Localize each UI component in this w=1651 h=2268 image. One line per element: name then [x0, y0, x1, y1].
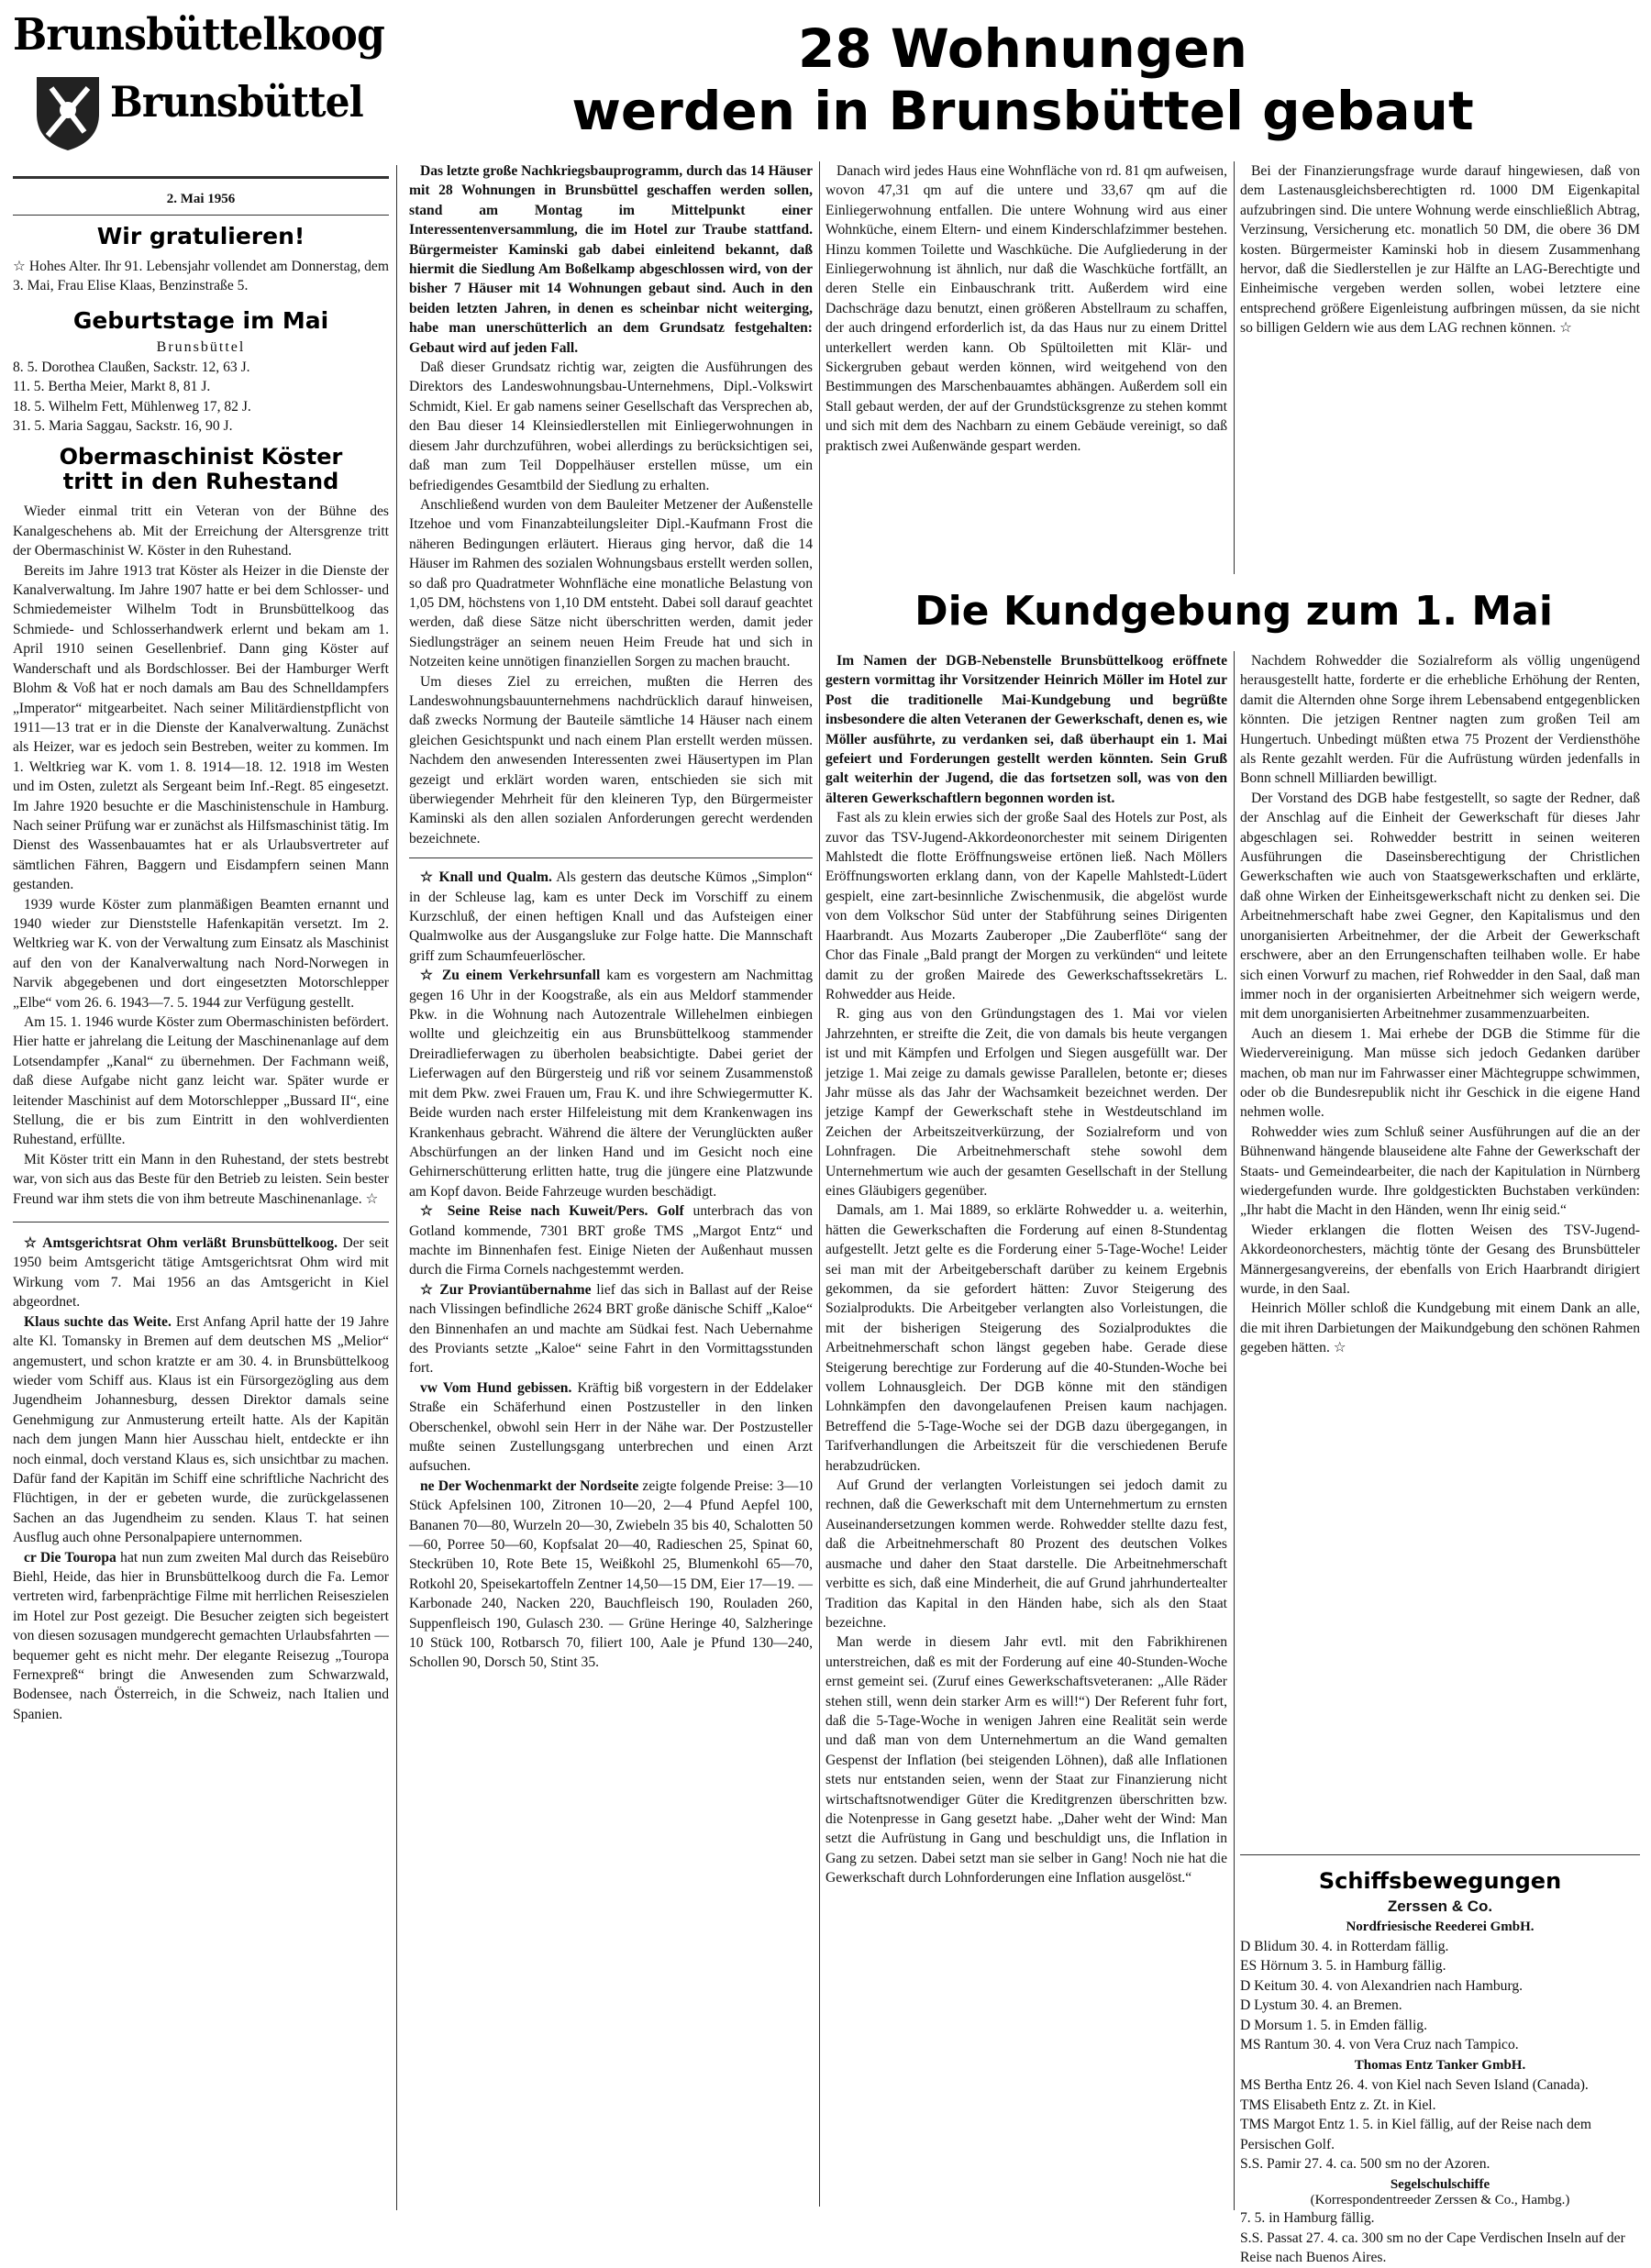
paragraph: Mit Köster tritt ein Mann in den Ruhestand, der stets bestrebt war, von sich aus das Beste für den Betrieb zu leisten. Sein bester Freund war ihm stets die von ihm betreute Maschinenanlage. ☆ — [13, 1151, 389, 1207]
masthead — [13, 11, 389, 167]
rally-article-part2 — [1240, 651, 1640, 1843]
news-lead: vw Vom Hund gebissen. — [420, 1379, 572, 1396]
birthday-row: 18. 5. Wilhelm Fett, Mühlenweg 17, 82 J. — [13, 398, 251, 415]
ships-title: Schiffsbewegungen — [1318, 1868, 1562, 1894]
news-item — [409, 1378, 813, 1477]
paragraph: Man werde in diesem Jahr evtl. mit den Fabrikhirenen unterstreichen, daß es mit der Forderung auf eine 40-Stunden-Woche ernst gemeint sei. (Zuruf eines Gewerkschaftsveteranen: „Alle Räder stehen still, wenn dein starker Arm es will!“) Der Referent fuhr fort, daß die 5-Tage-Woche in wenigen Jahren eine Realität sein werde und daß man von dem Unternehmertum an die Wand gemalten Gespenst der Inflation (bei steigenden Löhnen), daß alle Inflationen stets nur entstanden seien, wenn der Staat zur Finanzierung nicht wirtschaftsnotwendiger Güter die Kreditgrenzen überschritten bzw. die Notenpresse in Gang gesetzt habe. „Daher weht der Wind: Man setzt die Aufrüstung in Gang und beschuldigt uns, die Inflation in Gang zu setzen. Dabei setzt man sie selber in Gang! Noch nie hat die Gewerkschaft durch Lohnforderungen eine Inflation ausgelöst.“ — [826, 1634, 1227, 1886]
paragraph: Damals, am 1. Mai 1889, so erklärte Rohwedder u. a. weiterhin, hätten die Gewerkschaften die Forderung auf einen 8-Stundentag aufgestellt. Jetzt gelte es die Forderung einer 5-Tage-Woche! Leider sei man mit der Arbeitgeberschaft darüber zu keinem Ergebnis gekommen, da sie gefordert hätten: Zuvor Steigerung des Sozialprodukts. Die Arbeitgeber verlangten also Vorleistungen, die mit der bisherigen Steigerung des Sozialproduktes die Arbeitnehmerschaft schon längst gegeben habe. Gerade diese Steigerung berechtige zur Forderung auf die 40-Stunden-Woche bei vollem Lohnausgleich. Der DGB könne mit den ständigen Lohnkämpfen den davongelaufenen Preisen kaum nachjagen. Betreffend die 5-Tage-Woche sei der DGB dazu übergegangen, in Tarifverhandlungen die Arbeitszeit für die verschiedenen Berufe herabzudrücken. — [826, 1202, 1227, 1474]
ships-sub2: Thomas Entz Tanker GmbH. — [1354, 2058, 1526, 2074]
news-lead: ☆ Knall und Qualm. — [420, 869, 552, 886]
news-text: unterbrach das von Gotland kommende, 7301 BRT große TMS „Margot Entz“ und machte im Binnenhafen fest. Einige Nieten der Außenhaut mussen durch die Firma Cornels nachgestemmt werden. — [409, 1203, 813, 1278]
ship-row: 7. 5. in Hamburg fällig. — [1240, 2210, 1375, 2227]
local-news-2 — [409, 868, 813, 1673]
ships-sub3b: (Korrespondentreeder Zerssen & Co., Hambg.) — [1310, 2193, 1570, 2208]
column-3-top — [826, 161, 1227, 574]
ships-sub1: Nordfriesische Reederei GmbH. — [1346, 1920, 1535, 1934]
main-headline — [404, 18, 1642, 156]
ships-company: Zerssen & Co. — [1387, 1897, 1493, 1915]
news-text: Erst Anfang April hatte der 19 Jahre alte Kl. Tomansky in Bremen auf dem deutschen MS „Melior“ angemustert, und schon kratzte er am 30. 4. in Brunsbüttelkoog wieder vom Schiff aus. Klaus ist ein Fürsorgezögling aus dem Jugendheim Johannesburg, dessen Direktor damals seine Genehmigung zur Anmusterung erteilt hatte. Als der Kapitän nach dem jungen Mann hier Ausschau hielt, entdeckte er ihn noch einmal, doch verstand Klaus es, sich unsichtbar zu machen. Dafür fand der Kapitän im Schiff eine schriftliche Nachricht des Flüchtigen, in der er gebeten wurde, die zurückgelassenen Sachen an das Jugendheim zu senden. Klaus T. hat seinen Ausflug auch ohne Personalpapiere unternommen. — [13, 1313, 389, 1546]
paragraph: Rohwedder wies zum Schluß seiner Ausführungen auf die an der Bühnenwand hängende blauseidene alte Fahne der Gewerkschaft der Staats- und Gemeindearbeiter, die nach der Kapitulation in Nürnberg wiedergefunden wurde. Ihre goldgestickten Buchstaben verkünden: „Ihr habt die Macht in den Händen, wenn Ihr einig seid.“ — [1240, 1123, 1640, 1219]
news-text: zeigte folgende Preise: 3—10 Stück Apfelsinen 100, Zitronen 10—20, 2—4 Pfund Aepfel 100, Bananen 70—80, Wurzeln 20—30, Zwiebeln 35 bis 40, Schalotten 50—60, Porree 50—60, Kopfsalat 20—40, Radieschen 25, Spinat 60, Steckrüben 10, Rote Bete 15, Weißkohl 25, Blumenkohl 65—70, Rotkohl 20, Speisekartoffeln Zentner 14,50—15 DM, Eier 17—19. — Karbonade 240, Nacken 220, Bauchfleisch 190, Rouladen 260, Suppenfleisch 190, Gulasch 230. — Grüne Heringe 40, Salzheringe 10 Stück 100, Rotbarsch 70, filiert 100, Aale je Pfund 130—240, Schollen 90, Dorsch 50, Stint 35. — [409, 1477, 813, 1671]
paragraph: Fast als zu klein erwies sich der große Saal des Hotels zur Post, als zuvor das TSV-Jugend-Akkordeonorchester mit seinem Dirigenten Mahlstedt die flotte Eröffnungsweise ertönen ließ. Nach Möllers Eröffnungsworten erklang dann, von der Kapelle Mahlstedt-Lüdert gespielt, eine zart-besinnliche Zwischenmusik, die abgelöst wurde von dem Volkschor Süd unter der Stabführung seines Dirigenten Haarbrandt. Aus Mozarts Zauberoper „Die Zauberflöte“ sang der Chor das Finale „Bald prangt der Morgen zu verkünden“ und leitete damit zu der großen Mairede des Gewerkschaftssekretärs L. Rohwedder aus Heide. — [826, 810, 1227, 1002]
masthead-rule — [13, 176, 389, 179]
birthday-row: 11. 5. Bertha Meier, Markt 8, 81 J. — [13, 379, 211, 395]
column-1-divider — [13, 1222, 389, 1223]
masthead-line2: Brunsbüttel — [110, 77, 363, 127]
housing-article-part1 — [409, 161, 813, 848]
paragraph: Auch an diesem 1. Mai erhebe der DGB die Stimme für die Wiedervereinigung. Man müsse sich jedoch Gedanken darüber machen, ob man nur im Fahrwasser einer Mächtegruppe schwimmen, oder ob die Bundesrepublik nicht ihr Geschick in die eigene Hand nehmen wolle. — [1240, 1025, 1640, 1121]
paragraph: Wieder erklangen die flotten Weisen des TSV-Jugend-Akkordeonorchesters, mächtig tönte der Gesang des Brunsbütteler Männergesangvereins, der ebenfalls von Erich Haarbrandt dirigiert wurde, in den Saal. — [1240, 1222, 1640, 1297]
news-text: Der seit 1950 beim Amtsgericht tätige Amtsgerichtsrat Ohm wird mit Wirkung vom 7. Mai 1956 an das Amtsgericht in Kiel abgeordnet. — [13, 1235, 389, 1311]
ships-list2 — [1240, 2075, 1640, 2174]
koester-title — [13, 445, 389, 494]
ships-section — [1240, 1868, 1640, 2268]
ship-row: D Keitum 30. 4. von Alexandrien nach Hamburg. — [1240, 1977, 1524, 1994]
paragraph: Bei der Finanzierungsfrage wurde darauf hingewiesen, daß von dem Lastenausgleichsberechtigten rd. 1000 DM Eigenkapital aufzubringen sind. Die untere Wohnung werde einschließlich Abtrag, Verzinsung, Versicherung etc. monatlich 50 DM, die obere 36 DM kosten. Bürgermeister Kaminski hob in diesem Zusammenhang hervor, daß die Siedlerstellen je zur Hälfte an LAG-Berechtigte und Einheimische vergeben werden sollen, wobei letztere eine entsprechend größere Eigenleistung aufbringen müssen, da sie nicht so billigen Geldern wie aus dem LAG rechnen können. ☆ — [1240, 163, 1640, 337]
ships-list1 — [1240, 1937, 1640, 2054]
birthdays-title: Geburtstage im Mai — [72, 306, 329, 334]
news-lead: ☆ Zu einem Verkehrsunfall — [420, 968, 601, 984]
vertical-divider — [1234, 651, 1235, 2210]
paragraph: 1939 wurde Köster zum planmäßigen Beamten ernannt und 1940 wieder zur Dienststelle Hafenkapitän versetzt. Im 2. Weltkrieg war K. von der Verwaltung zum Einsatz als Maschinist auf den von der Kanalverwaltung nach Nord-Norwegen in Narvik abgegebenen und dort eingesetzten Motorschlepper „Elbe“ vom 26. 6. 1943—7. 5. 1944 zur Verfügung gestellt. — [13, 896, 389, 1011]
ship-row: ES Hörnum 3. 5. in Hamburg fällig. — [1240, 1958, 1446, 1975]
date: 2. Mai 1956 — [166, 192, 236, 206]
column-2-divider — [409, 857, 813, 858]
paragraph: Nachdem Rohwedder die Sozialreform als völlig ungenügend herausgestellt hatte, forderte er die erhebliche Erhöhung der Renten, damit die Alternden ohne Sorge ihrem Lebensabend entgegenblicken könnten. Die jetzigen Rentner nagten zum großen Teil am Hungertuch. Unbedingt müßten etwa 75 Prozent der Verdiensthöhe als Rente gezahlt werden. Für die Aufrüstung würden jedenfalls in Bonn schnell Milliarden bewilligt. — [1240, 653, 1640, 787]
paragraph: Anschließend wurden von dem Bauleiter Metzener der Außenstelle Itzehoe und vom Finanzabteilungsleiter Dipl.-Kaufmann Frost die näheren Bedingungen erläutert. Hieraus ging hervor, daß die 14 Häuser im Rahmen des sozialen Wohnungsbaus erstellt werden sollen, so daß pro Quadratmeter Wohnfläche eine monatliche Belastung von 1,05 DM, höchstens von 1,10 DM entsteht. Dabei soll darauf geachtet werden, daß diese Sätze nicht überschritten werden, damit jeder Siedlungsträger an seinem neuen Heim Freude hat und sich in Notzeiten keine unnötigen finanziellen Sorgen zu machen braucht. — [409, 496, 813, 670]
ships-sub3: Segelschulschiffe — [1390, 2177, 1490, 2193]
birthdays-list — [13, 358, 389, 437]
paragraph: Auf Grund der verlangten Vorleistungen sei jedoch damit zu rechnen, daß die Gewerkschaft mit dem Unternehmertum zu ernsten Auseinandersetzungen kommen werde. Rohwedder stellte dazu fest, daß die Arbeitnehmerschaft 80 Prozent des deutschen Volkes ausmache und daher den Staat darstelle. Die Arbeitnehmerschaft verbitte es sich, daß eine Minderheit, die auf Grund jahrhundertealter Tradition das Kapital in den Händen habe, sich als den Staat bezeichne. — [826, 1477, 1227, 1631]
paragraph: Danach wird jedes Haus eine Wohnfläche von rd. 81 qm aufweisen, wovon 47,31 qm auf die untere und 33,67 qm auf die Einliegerwohnung entfallen. Die untere Wohnung wird aus einer Wohnküche, einem Eltern- und einem Kinderschlafzimmer bestehen. Hinzu kommen Toilette und Waschküche. Die Aufgliederung in der Einliegerwohnung ist ähnlich, nur daß die Waschküche fortfällt, an deren Stelle ein Einbauschrank tritt. Außerdem wird eine Dachschräge dazu benutzt, einen größeren Abstellraum zu schaffen, der auch dringend erforderlich ist, da das Haus nur zu einem Drittel unterkellert werden kann. Ob Spültoiletten mit Klär- und Sickergruben gebaut werden können, wird weitgehend von den Bestimmungen des Marschenbauamtes abhängen. Außerdem soll ein Stall gebaut werden, der auf der Grundstücksgrenze zu stehen kommt und sich mit dem des Nachbarn zu einem Gebäude vereinigt, so daß praktisch zwei Außenwände gespart werden. — [826, 163, 1227, 454]
birthday-row: 8. 5. Dorothea Claußen, Sackstr. 12, 63 J. — [13, 359, 250, 375]
column-2 — [409, 161, 813, 2207]
paragraph: Heinrich Möller schloß die Kundgebung mit einem Dank an alle, die mit ihren Darbietungen der Maikundgebung den schönen Rahmen gegeben hätten. ☆ — [1240, 1300, 1640, 1356]
news-item — [409, 1280, 813, 1378]
paragraph: Daß dieser Grundsatz richtig war, zeigten die Ausführungen des Direktors des Landeswohnungsbau-Unternehmens, Dipl.-Volkswirt Schmidt, Kiel. Er gab namens seiner Gesellschaft das Versprechen ab, den Bau dieser 14 Kleinsiedlerstellen mit Einliegerwohnungen in diesem Jahr durchzuführen, wobei allerdings zu berücksichtigen sei, daß man zum Teil Doppelhäuser erstellen müsse, um ein befriedigendes Gesamtbild der Siedlung zu erhalten. — [409, 360, 813, 493]
ships-divider — [1240, 1854, 1640, 1855]
rally-title: Die Kundgebung zum 1. Mai — [914, 588, 1553, 635]
ship-row: TMS Elisabeth Entz z. Zt. in Kiel. — [1240, 2097, 1436, 2113]
news-item — [409, 1477, 813, 1673]
paragraph: Wieder einmal tritt ein Veteran von der Bühne des Kanalgeschehens ab. Mit der Erreichung der Altersgrenze tritt der Obermaschinist W. Köster in den Ruhestand. — [13, 503, 389, 559]
ship-row: D Lystum 30. 4. an Bremen. — [1240, 1997, 1402, 2014]
ship-row: S.S. Pamir 27. 4. ca. 500 sm no der Azoren. — [1240, 2156, 1490, 2173]
paragraph: Der Vorstand des DGB habe festgestellt, so sagte der Redner, daß der Anschlag auf die Einheit der Gewerkschaft für dieses Jahr abgeschlagen sei. Rohwedder bestritt in seinen weiteren Ausführungen die Daseinsberechtigung der Christlichen Gewerkschaften wie auch von Staatsgewerkschaften und erklärte, daß ohne Wirken der Einheitsgewerkschaft nicht zu denken sei. Die Arbeitnehmerschaft habe zwei Gegner, den Kapitalismus und den unorganisierten Arbeitnehmer, der die Arbeit der Gewerkschaft erschwere, aber an den Errungenschaften teilhaben wolle. Er habe sich einen Vorwurf zu machen, rief Rohwedder in den Saal, daß man immer noch in der organisierten Arbeitnehmer sich weigern werde, mit dem unorganisierten Arbeitnehmer zusammenzuarbeiten. — [1240, 790, 1640, 1023]
news-lead: cr Die Touropa — [24, 1549, 116, 1565]
headline-line2: werden in Brunsbüttel gebaut — [571, 80, 1474, 142]
news-item — [13, 1234, 389, 1312]
birthday-row: 31. 5. Maria Saggau, Sackstr. 16, 90 J. — [13, 418, 233, 435]
housing-intro: Das letzte große Nachkriegsbauprogramm, durch das 14 Häuser mit 28 Wohnungen in Brunsbüttel geschaffen werden sollen, stand am Montag im Mittelpunkt einer Interessentenversammlung, die im Hotel zur Traube stattfand. Bürgermeister Kaminski gab dabei einleitend bekannt, daß hiermit die Siedlung Am Boßelkamp abgeschlossen wird, von der bisher 7 Häuser mit 14 Wohnungen gebaut sind. Auch in den beiden letzten Jahren, in denen es scheinbar nicht weiterging, habe man unerschütterlich an dem Grundsatz festgehalten: Gebaut wird auf jeden Fall. — [409, 163, 813, 356]
news-lead: ☆ Zur Proviantübernahme — [420, 1281, 592, 1298]
news-item — [409, 966, 813, 1201]
news-lead: ☆ Seine Reise nach Kuweit/Pers. Golf — [420, 1203, 684, 1220]
headline-line1: 28 Wohnungen — [798, 17, 1247, 80]
news-item — [13, 1312, 389, 1548]
date-rule — [13, 215, 389, 216]
news-text: Kräftig biß vorgestern in der Eddelaker Straße ein Schäferhund einen Postzusteller in den linken Oberschenkel, obwohl sein Herr in der Nähe war. Der Postzusteller mußte seinen Zustellungsgang unterbrechen und einen Arzt aufsuchen. — [409, 1379, 813, 1475]
ship-row: MS Bertha Entz 26. 4. von Kiel nach Seven Island (Canada). — [1240, 2077, 1589, 2094]
ships-list3 — [1240, 2208, 1640, 2267]
housing-article-part3 — [1240, 161, 1640, 338]
ship-row: TMS Margot Entz 1. 5. in Kiel fällig, auf der Reise nach dem Persischen Golf. — [1240, 2117, 1591, 2152]
congrats-text: ☆ Hohes Alter. Ihr 91. Lebensjahr vollendet am Donnerstag, dem 3. Mai, Frau Elise Klaas, Benzinstraße 5. — [13, 259, 389, 294]
local-news — [13, 1234, 389, 1724]
column-4-top — [1240, 161, 1640, 574]
news-text: Als gestern das deutsche Kümos „Simplon“ in der Schleuse lag, kam es unter Deck im Vorschiff zu einem Kurzschluß, der einen heftigen Knall und das Aufsteigen einer Qualmwolke aus der Ausgangsluke zur Folge hatte. Die Mannschaft griff zum Schaumfeuerlöscher. — [409, 869, 813, 964]
news-item — [409, 868, 813, 966]
koester-title-line2: tritt in den Ruhestand — [62, 469, 339, 495]
paragraph: Um dieses Ziel zu erreichen, mußten die Herren des Landeswohnungsbauunternehmens nachdrücklich darauf hinweisen, daß zwecks Normung der Bauteile sämtliche 14 Häuser nach einem gleichen Gesichtspunkt und nach einem Plan erstellt werden müssen. Nachdem den anwesenden Interessenten zwei Häusertypen im Plan gezeigt und erklärt worden waren, entschieden sie sich mit überwiegender Mehrheit für den kleineren Typ, den Bürgermeister Kaminski als den allen sozialen Anforderungen gerecht werdenden bezeichnete. — [409, 673, 813, 846]
paragraph: Am 15. 1. 1946 wurde Köster zum Obermaschinisten befördert. Hier hatte er jahrelang die Leitung der Maschinenanlage auf dem Lotsendampfer „Kanal“ zu übernehmen. Der Fachmann weiß, daß diese Aufgabe nicht ganz leicht war. Später wurde er leitender Maschinist auf dem Motorschlepper „Bussard II“, eine Stellung, die er bis zum Eintritt in den wohlverdienten Ruhestand, erfüllte. — [13, 1014, 389, 1148]
ship-row: S.S. Passat 27. 4. ca. 300 sm no der Cape Verdischen Inseln auf der Reise nach Buenos Aires. — [1240, 2229, 1625, 2266]
column-4-bottom — [1240, 651, 1640, 2266]
column-1 — [13, 11, 389, 2221]
housing-article-part2 — [826, 161, 1227, 456]
news-text: kam es vorgestern am Nachmittag gegen 16 Uhr in der Koogstraße, als ein aus Meldorf stammender Pkw. in die Wohnung nach Autozentrale Willehelmen einbiegen wollte und gleichzeitig ein aus Brunsbüttelkoog stammender Dreiradlieferwagen zu überholen beabsichtigte. Dabei geriet der Lieferwagen auf den Bürgersteig und riß vor seinem Zusammenstoß mit dem Pkw. zwei Frauen um, Frau K. und ihre Schwiegermutter K. Beide wurden nach erster Hilfeleistung mit dem Krankenwagen ins Krankenhaus gebracht. Während die ältere der Verunglückten außer Abschürfungen an der linken Hand und im Gesicht noch eine Gehirnerschütterung erlitten hatte, trug die jüngere eine Platzwunde am Kopf davon. Beide Fahrzeuge wurden beschädigt. — [409, 968, 813, 1200]
ship-row: D Morsum 1. 5. in Emden fällig. — [1240, 2017, 1427, 2033]
rally-intro: Im Namen der DGB-Nebenstelle Brunsbüttelkoog eröffnete gestern vormittag ihr Vorsitzender Heinrich Möller im Hotel zur Post die traditionelle Mai-Kundgebung und begrüßte insbesondere die alten Veteranen der Gewerkschaft, denen es, wie Möller ausführte, zu verdanken sei, daß überhaupt ein 1. Mai gefeiert und Forderungen gestellt werden könnten. Sein Gruß galt weiterhin der Jugend, die das fortsetzen soll, was von den älteren Gewerkschaftlern begonnen worden ist. — [826, 653, 1227, 806]
news-item — [409, 1201, 813, 1280]
masthead-line1: Brunsbüttelkoog — [13, 9, 384, 61]
koester-body — [13, 502, 389, 1209]
news-text: lief das sich in Ballast auf der Reise nach Vlissingen befindliche 2624 BRT große dänische Schiff „Kaloe“ den Binnenhafen an und machte am Südkai fest. Nach Uebernahme des Proviants setzte „Kaloe“ seine Fahrt in den Vormittagsstunden fort. — [409, 1281, 813, 1377]
coat-of-arms-icon — [31, 72, 105, 154]
news-lead: ☆ Amtsgerichtsrat Ohm verläßt Brunsbüttelkoog. — [24, 1235, 338, 1252]
column-3-bottom — [826, 651, 1227, 2210]
paragraph: Bereits im Jahre 1913 trat Köster als Heizer in die Dienste der Kanalverwaltung. Im Jahre 1907 hatte er bei dem Schlosser- und Schmiedemeister Wilhelm Todt in Brunsbüttelkoog das Schmiede- und Schlosserhandwerk erlernt und bekam am 1. April 1910 seinen Gesellenbrief. Dann ging Köster auf Wanderschaft und als Bordschlosser. Bei der Hamburger Werft Blohm & Voß hat er noch damals am Bau des Schnelldampfers „Imperator“ mitgearbeitet. Nach seiner Militärdienstpflicht von 1911—13 trat er in die Dienste der Kanalverwaltung. Zunächst als Heizer, war es jedoch sein Bestreben, weiter zu kommen. Im 1. Weltkrieg war K. vom 1. 8. 1914—18. 12. 1918 im Westen und im Osten, zuletzt als Sergeant beim Inf.-Regt. 85 eingesetzt. Im Jahre 1920 besuchte er die Maschinistenschule in Hamburg. Nach seiner Prüfung war er zunächst als Hilfsmaschinist tätig. Im Dienst des Wassenbauamtes hat er als Urlaubsvertreter auf sämtlichen Fähren, Baggern und Eisdampfern seinen Mann gestanden. — [13, 562, 389, 893]
ship-row: MS Rantum 30. 4. von Vera Cruz nach Tampico. — [1240, 2037, 1519, 2053]
koester-title-line1: Obermaschinist Köster — [59, 444, 343, 470]
rally-article-part1 — [826, 651, 1227, 1888]
news-item — [13, 1548, 389, 1725]
vertical-divider — [819, 161, 820, 2207]
vertical-divider — [1234, 161, 1235, 574]
congrats-title: Wir gratulieren! — [96, 223, 305, 249]
birthdays-place: Brunsbüttel — [156, 338, 246, 355]
vertical-divider — [396, 165, 397, 2210]
news-text: hat nun zum zweiten Mal durch das Reisebüro Biehl, Heide, das hier in Brunsbüttelkoog durch die Fa. Lemor vertreten wird, farbenprächtige Filme mit herrlichen Reiseszielen im Hotel zur Post gezeigt. Die Besucher zeigten sich begeistert von diesen sozusagen mundgerecht gemachten Urlaubsfahrten — bequemer geht es nicht mehr. Der elegante Reisezug „Touropa Fernexpreß“ bringt die Anwesenden zum Schwarzwald, Bodensee, nach Österreich, in die Schweiz, nach Italien und Spanien. — [13, 1549, 389, 1722]
news-lead: ne Der Wochenmarkt der Nordseite — [420, 1477, 639, 1494]
paragraph: R. ging aus von den Gründungstagen des 1. Mai vor vielen Jahrzehnten, er streifte die Zeit, die von damals bis heute vergangen ist und mit Kämpfen und Erfolgen und Siegen ausgefüllt war. Der jetzige 1. Mai zeige zu damals gewisse Parallelen, betonte er; dieses Jahr müsse als das Jahr der Wachsamkeit bezeichnet werden. Der jetzige Kampf der Gewerkschaft stehe in Westdeutschland im Zeichen der Arbeitszeitverkürzung, der Sozialreform und von Lohnfragen. Die Arbeitnehmerschaft stehe sowohl dem Unternehmertum wie auch der gesamten Gesellschaft in der Stellung eines Gläubigers gegenüber. — [826, 1006, 1227, 1199]
news-lead: Klaus suchte das Weite. — [24, 1313, 172, 1330]
ship-row: D Blidum 30. 4. in Rotterdam fällig. — [1240, 1939, 1449, 1954]
